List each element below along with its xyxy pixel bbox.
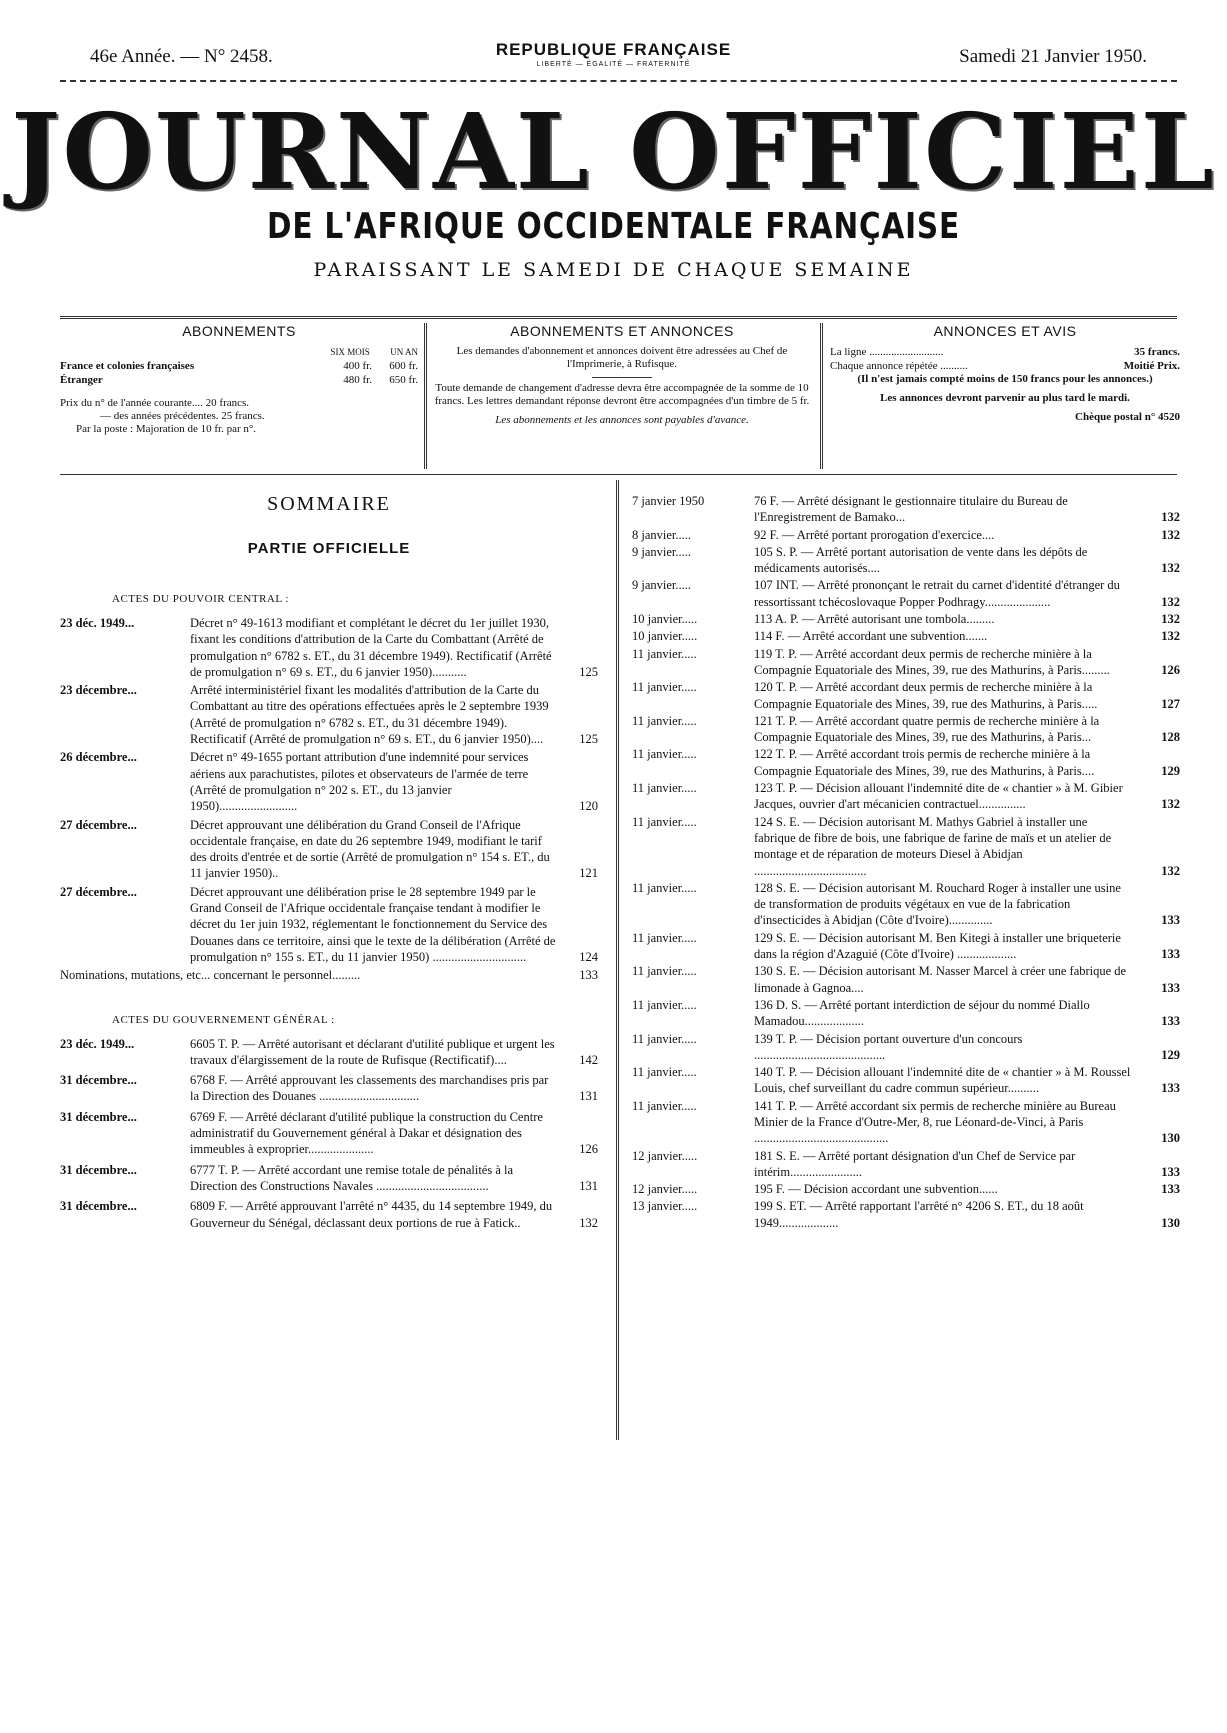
entry-text: 130 S. E. — Décision autorisant M. Nasser Marcel à créer une fabrique de limonade à Gagnoa.... — [754, 964, 1127, 995]
sommaire-entry — [60, 682, 598, 747]
entry-date: 11 janvier..... — [632, 814, 697, 829]
sommaire-entry — [632, 930, 1180, 963]
abonnements-header — [60, 345, 418, 359]
sommaire-entry — [60, 1072, 598, 1105]
entry-text: 6809 F. — Arrêté approuvant l'arrêté n° 4435, du 14 septembre 1949, du Gouverneur du Sénégal, déclassant deux portions de rue à Fatick.. — [190, 1199, 553, 1230]
sommaire-entry — [632, 814, 1180, 879]
entry-page: 133 — [1161, 913, 1180, 928]
sommaire-entry — [632, 963, 1180, 996]
col-un-an: UN AN — [390, 347, 418, 357]
annonces-avis-box — [830, 323, 1180, 469]
entry-page: 133 — [1161, 1182, 1180, 1197]
journal-tagline: PARAISSANT LE SAMEDI DE CHAQUE SEMAINE — [313, 259, 914, 281]
entry-date: 9 janvier..... — [632, 544, 692, 559]
entry-page: 125 — [579, 664, 598, 679]
sommaire-entry — [632, 646, 1180, 679]
entry-date: 11 janvier..... — [632, 747, 697, 762]
delai-note: Les annonces devront parvenir au plus tard le mardi. — [880, 392, 1130, 404]
nominations-entry — [60, 967, 598, 983]
entry-page: 127 — [1161, 696, 1180, 711]
entry-page: 121 — [579, 866, 598, 881]
col-six-mois: SIX MOIS — [330, 347, 370, 357]
entry-page: 133 — [1161, 1014, 1180, 1029]
entry-text: Arrêté interministériel fixant les modalités d'attribution de la Carte du Combattant au titre des opérations effectuées après le 2 septembre 1939 (Arrêté de promulgation n° 6782 s. ET., du 31 décembre 1949). Rectificatif (Arrêté de promulgation n° 69 s. ET., du 6 janvier 1950).... — [190, 683, 549, 747]
entry-date: 26 décembre... — [60, 750, 137, 765]
gouvernement-general-list — [60, 1036, 598, 1231]
sommaire-entry — [632, 746, 1180, 779]
entry-page: 133 — [579, 968, 598, 983]
entry-date: 27 décembre... — [60, 884, 137, 899]
changement-note: Toute demande de changement d'adresse devra être accompagnée de la somme de 10 francs. Les lettres demandant réponse devront être accompagnées d'un timbre de 5 fr. — [434, 382, 810, 407]
entry-date: 11 janvier..... — [632, 646, 697, 661]
entry-text: 121 T. P. — Arrêté accordant quatre permis de recherche minière à la Compagnie Equatoriale des Mines, 39, rue des Mathurins, à Paris... — [754, 713, 1100, 745]
entry-date: 31 décembre... — [60, 1109, 137, 1124]
partie-officielle: PARTIE OFFICIELLE — [247, 540, 411, 557]
entry-date: 23 déc. 1949... — [60, 1036, 135, 1051]
sommaire-entry — [60, 749, 598, 814]
entry-page: 126 — [579, 1142, 598, 1157]
prix-precedentes: — des années précédentes. 25 francs. — [100, 410, 265, 422]
issue-number: 46e Année. — N° 2458. — [90, 46, 273, 67]
entry-text: 76 F. — Arrêté désignant le gestionnaire titulaire du Bureau de l'Enregistrement de Bamako... — [754, 494, 1068, 525]
entry-page: 132 — [1161, 527, 1180, 542]
sommaire-entry — [632, 493, 1180, 526]
entry-date: 27 décembre... — [60, 817, 137, 832]
sommaire-entry — [60, 1036, 598, 1069]
entry-date: 31 décembre... — [60, 1162, 137, 1177]
entry-date: 13 janvier..... — [632, 1199, 698, 1214]
entry-page: 132 — [1161, 863, 1180, 878]
sommaire-entry — [632, 1198, 1180, 1231]
entry-date: 11 janvier..... — [632, 713, 697, 728]
entry-text: 6777 T. P. — Arrêté accordant une remise totale de pénalités à la Direction des Constructions Navales .................................... — [190, 1162, 514, 1193]
abonnements-box — [60, 323, 418, 469]
issue-date: Samedi 21 Janvier 1950. — [959, 46, 1147, 67]
entry-page: 142 — [579, 1052, 598, 1067]
entry-page: 131 — [579, 1089, 598, 1104]
entry-date: 11 janvier..... — [632, 1065, 697, 1080]
motto: LIBERTÉ — ÉGALITÉ — FRATERNITÉ — [536, 61, 691, 68]
entry-date: 11 janvier..... — [632, 781, 697, 796]
entry-page: 132 — [1161, 594, 1180, 609]
entry-page: 132 — [1161, 797, 1180, 812]
entry-text: Décret approuvant une délibération du Grand Conseil de l'Afrique occidentale française, en date du 26 septembre 1949, modifiant le tarif des droits d'entrée et de sortie (Arrêté de promulgation n° 154 s. ET., du 11 janvier 1950).. — [190, 817, 550, 881]
sommaire-entry — [632, 1098, 1180, 1147]
cheque-postal: Chèque postal n° 4520 — [1075, 411, 1180, 423]
republic-block — [496, 40, 731, 68]
ligne-row — [830, 345, 1180, 359]
entry-page: 120 — [579, 799, 598, 814]
entry-text: Décret n° 49-1613 modifiant et complétant le décret du 1er juillet 1930, fixant les conditions d'attribution de la Carte du Combattant (Arrêté de promulgation n° 6782 s. ET., du 31 décembre 1949). Rectificatif (Arrêté de promulgation n° 69 s. ET., du 6 janvier 1950)........... — [190, 616, 552, 679]
entry-page: 132 — [1161, 510, 1180, 525]
sommaire-entry — [632, 1031, 1180, 1064]
small-divider — [592, 377, 652, 378]
entry-date: 12 janvier..... — [632, 1148, 698, 1163]
rate-year: 650 fr. — [389, 374, 418, 386]
demandes-note: Les demandes d'abonnement et annonces doivent être adressées au Chef de l'Imprimerie, à Rufisque. — [456, 345, 788, 370]
entry-page: 133 — [1161, 947, 1180, 962]
sommaire-entry — [60, 1198, 598, 1231]
column-separator — [820, 323, 823, 469]
right-entries-list — [632, 493, 1180, 1231]
entry-date: 11 janvier..... — [632, 1098, 697, 1113]
section-pouvoir-central: ACTES DU POUVOIR CENTRAL : — [112, 593, 289, 605]
sommaire-entry — [632, 611, 1180, 627]
prix-poste: Par la poste : Majoration de 10 fr. par n°. — [76, 423, 257, 435]
entry-date: 7 janvier 1950 — [632, 494, 705, 508]
ligne-label: La ligne ........................... — [830, 346, 944, 358]
entry-date: 23 déc. 1949... — [60, 616, 135, 630]
entry-text: 181 S. E. — Arrêté portant désignation d'un Chef de Service par intérim....................... — [754, 1148, 1076, 1179]
rate-year: 600 fr. — [389, 360, 418, 372]
entry-text: Nominations, mutations, etc... concernant le personnel......... — [60, 968, 361, 983]
sommaire-entry — [60, 1162, 598, 1195]
entry-date: 31 décembre... — [60, 1199, 137, 1214]
sommaire-entry — [632, 527, 1180, 543]
entry-page: 133 — [1161, 980, 1180, 995]
entry-page: 129 — [1161, 1047, 1180, 1062]
entry-text: Décret approuvant une délibération prise le 28 septembre 1949 par le Grand Conseil de l'Afrique occidentale française tendant à modifier le décret du 1er juin 1932, réglementant le fonctionnement du Service des Douanes dans ce territoire, ainsi que le texte de la délibération (Arrêté de promulgation n° 155 s. ET., du 11 janvier 1950) .............................. — [190, 884, 556, 964]
entry-date: 23 décembre... — [60, 683, 137, 698]
entry-date: 11 janvier..... — [632, 997, 697, 1012]
sommaire-left-column — [60, 493, 598, 1235]
abonnements-annonces-title: ABONNEMENTS ET ANNONCES — [510, 323, 734, 339]
entry-date: 11 janvier..... — [632, 964, 697, 979]
entry-date: 8 janvier..... — [632, 527, 692, 542]
minimum-note: (Il n'est jamais compté moins de 150 francs pour les annonces.) — [857, 373, 1153, 385]
rate-label: Étranger — [60, 374, 103, 386]
entry-page: 125 — [579, 732, 598, 747]
entry-page: 131 — [579, 1178, 598, 1193]
sommaire-entry — [60, 615, 598, 680]
entry-text: 6605 T. P. — Arrêté autorisant et déclarant d'utilité publique et urgent les travaux d'élargissement de la route de Rufisque (Rectificatif).... — [190, 1036, 555, 1067]
column-separator — [424, 323, 427, 469]
entry-date: 11 janvier..... — [632, 680, 697, 695]
rate-six: 480 fr. — [343, 374, 372, 386]
annonces-avis-title: ANNONCES ET AVIS — [933, 323, 1077, 339]
top-strip — [60, 38, 1167, 78]
entry-text: 113 A. P. — Arrêté autorisant une tombola......... — [754, 612, 995, 627]
entry-date: 10 janvier..... — [632, 629, 698, 644]
entry-text: 136 D. S. — Arrêté portant interdiction de séjour du nommé Diallo Mamadou................... — [754, 997, 1090, 1029]
pouvoir-central-list — [60, 615, 598, 965]
masthead-divider — [60, 316, 1177, 319]
sommaire-entry — [60, 817, 598, 882]
sommaire-entry — [632, 1064, 1180, 1097]
entry-page: 130 — [1161, 1215, 1180, 1230]
entry-page: 124 — [579, 949, 598, 964]
entry-date: 11 janvier..... — [632, 930, 697, 945]
panel-divider — [60, 474, 1177, 475]
sommaire-entry — [632, 1148, 1180, 1181]
abonnements-title: ABONNEMENTS — [182, 323, 296, 339]
entry-text: 6768 F. — Arrêté approuvant les classements des marchandises pris par la Direction des Douanes ................................ — [190, 1073, 549, 1104]
entry-page: 132 — [1161, 629, 1180, 644]
entry-page: 133 — [1161, 1081, 1180, 1096]
entry-text: 139 T. P. — Décision portant ouverture d'un concours .......................................... — [754, 1031, 1023, 1062]
rate-row — [60, 373, 418, 387]
sommaire-entry — [632, 544, 1180, 577]
abonnements-annonces-box — [432, 323, 812, 469]
entry-page: 133 — [1161, 1164, 1180, 1179]
sommaire-right-column — [632, 493, 1180, 1232]
entry-text: 199 S. ET. — Arrêté rapportant l'arrêté n° 4206 S. ET., du 18 août 1949................... — [754, 1199, 1084, 1230]
rate-label: France et colonies françaises — [60, 360, 195, 372]
journal-subtitle: DE L'AFRIQUE OCCIDENTALE FRANÇAISE — [266, 206, 961, 247]
repete-label: Chaque annonce répétée .......... — [830, 360, 968, 372]
entry-page: 126 — [1161, 662, 1180, 677]
payables-note: Les abonnements et les annonces sont payables d'avance. — [495, 414, 749, 426]
sommaire-entry — [632, 1181, 1180, 1197]
subscription-panel — [60, 323, 1180, 473]
entry-text: 123 T. P. — Décision allouant l'indemnité dite de « chantier » à M. Gibier Jacques, ouvrier d'art mécanicien contractuel............... — [754, 781, 1123, 812]
entry-text: 129 S. E. — Décision autorisant M. Ben Kitegi à installer une briqueterie dans la région d'Azaguié (Côte d'Ivoire) ................... — [754, 930, 1121, 962]
entry-text: 120 T. P. — Arrêté accordant deux permis de recherche minière à la Compagnie Equatoriale des Mines, 39, rue des Mathurins, à Paris..... — [754, 680, 1098, 711]
entry-text: 128 S. E. — Décision autorisant M. Rouchard Roger à installer une usine de transformation de produits végétaux en vue de la fabrication d'insecticides à Abidjan (Côte d'Ivoire).............. — [754, 880, 1121, 928]
entry-page: 132 — [579, 1215, 598, 1230]
sommaire-entry — [632, 577, 1180, 610]
entry-page: 132 — [1161, 561, 1180, 576]
entry-text: 141 T. P. — Arrêté accordant six permis de recherche minière au Bureau Minier de la France d'Outre-Mer, 8, rue Léonard-de-Vinci, à Paris ........................................... — [754, 1098, 1116, 1146]
top-divider — [60, 80, 1177, 82]
entry-date: 31 décembre... — [60, 1073, 137, 1088]
sommaire-entry — [60, 884, 598, 965]
entry-page: 130 — [1161, 1131, 1180, 1146]
entry-date: 11 janvier..... — [632, 880, 697, 895]
entry-page: 132 — [1161, 612, 1180, 627]
sommaire-entry — [632, 679, 1180, 712]
entry-text: 105 S. P. — Arrêté portant autorisation de vente dans les dépôts de médicaments autorisés.... — [754, 544, 1088, 576]
sommaire-entry — [632, 628, 1180, 644]
repete-row — [830, 359, 1180, 373]
entry-page: 128 — [1161, 730, 1180, 745]
entry-text: 195 F. — Décision accordant une subvention...... — [754, 1182, 998, 1197]
sommaire-entry — [632, 880, 1180, 929]
entry-text: 119 T. P. — Arrêté accordant deux permis de recherche minière à la Compagnie Equatoriale des Mines, 39, rue des Mathurins, à Paris......... — [754, 646, 1110, 677]
entry-text: 6769 F. — Arrêté déclarant d'utilité publique la construction du Centre administratif du Gouvernement général à Dakar et désignation des immeubles à exproprier..................... — [190, 1109, 543, 1157]
masthead — [0, 90, 1227, 281]
rate-six: 400 fr. — [343, 360, 372, 372]
entry-text: 92 F. — Arrêté portant prorogation d'exercice.... — [754, 527, 995, 542]
repete-value: Moitié Prix. — [1123, 360, 1180, 372]
entry-date: 10 janvier..... — [632, 612, 698, 627]
entry-text: 114 F. — Arrêté accordant une subvention....... — [754, 629, 988, 644]
entry-page: 129 — [1161, 763, 1180, 778]
sommaire-column-separator — [616, 480, 619, 1440]
entry-text: 122 T. P. — Arrêté accordant trois permis de recherche minière à la Compagnie Equatoriale des Mines, 39, rue des Mathurins, à Paris.... — [754, 747, 1095, 778]
sommaire-title: SOMMAIRE — [267, 493, 391, 515]
entry-date: 11 janvier..... — [632, 1031, 697, 1046]
journal-title: JOURNAL OFFICIEL — [11, 90, 1216, 213]
entry-text: Décret n° 49-1655 portant attribution d'une indemnité pour services aériens aux parachutistes, pilotes et observateurs de l'armée de terre (Arrêté de promulgation n° 202 s. ET., du 13 janvier 1950)......................... — [190, 750, 529, 814]
prix-courant: Prix du n° de l'année courante.... 20 francs. — [60, 397, 250, 409]
sommaire-entry — [632, 780, 1180, 813]
sommaire-entry — [632, 997, 1180, 1030]
entry-text: 124 S. E. — Décision autorisant M. Mathys Gabriel à installer une fabrique de fibre de bois, une fabrique de farine de maïs et un atelier de montage et de réparation de moteurs Diesel à Abidjan .................................... — [754, 814, 1112, 878]
entry-text: 107 INT. — Arrêté prononçant le retrait du carnet d'identité d'étranger du ressortissant tchécoslovaque Popper Podhragy..................... — [754, 578, 1120, 609]
sommaire-entry — [632, 713, 1180, 746]
entry-date: 12 janvier..... — [632, 1182, 698, 1197]
section-gouvernement-general: ACTES DU GOUVERNEMENT GÉNÉRAL : — [112, 1013, 335, 1026]
entry-text: 140 T. P. — Décision allouant l'indemnité dite de « chantier » à M. Roussel Louis, chef surveillant du cadre commun supérieur.......... — [754, 1065, 1131, 1096]
republic-label: REPUBLIQUE FRANÇAISE — [495, 40, 732, 59]
sommaire-entry — [60, 1109, 598, 1158]
ligne-value: 35 francs. — [1134, 346, 1180, 358]
rate-row — [60, 359, 418, 373]
entry-date: 9 janvier..... — [632, 578, 692, 593]
